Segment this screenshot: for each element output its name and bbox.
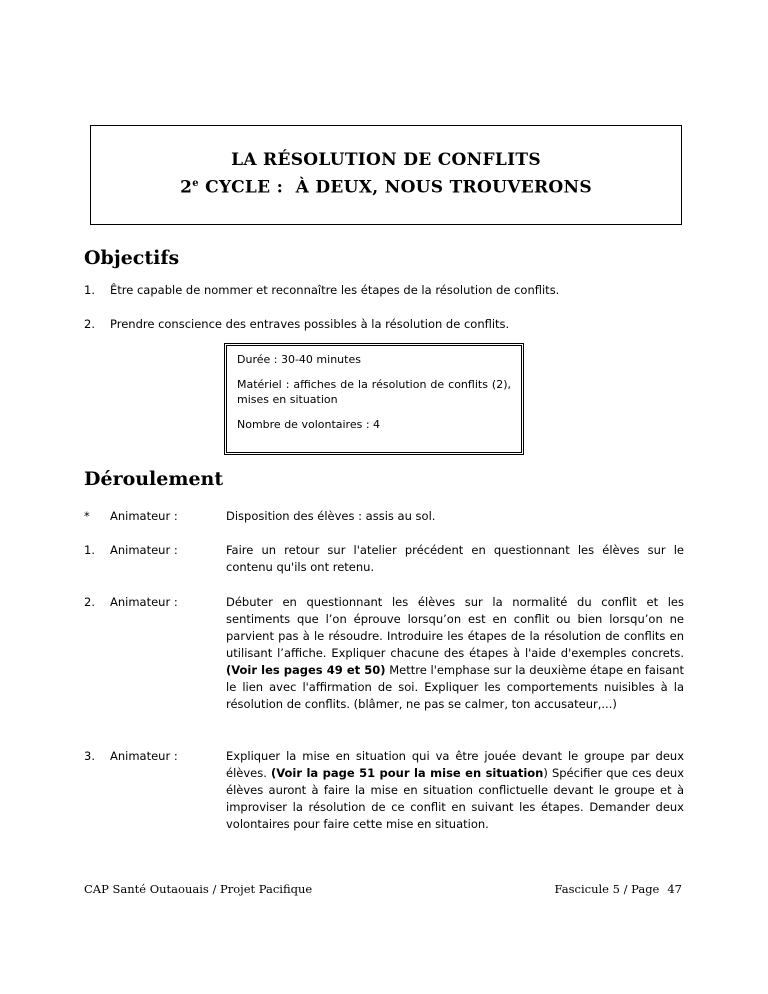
materials-text: Matériel : affiches de la résolution de conflits (2), mises en situation [237, 378, 511, 406]
step-number: 2. [84, 595, 95, 609]
step-text-part: Expliquer la mise en situation qui va être jouée devant le groupe par deux élèves. [226, 749, 684, 780]
title-box [90, 125, 682, 225]
cycle-title: CYCLE : À DEUX, NOUS TROUVERONS [198, 177, 592, 198]
objective-number: 1. [84, 283, 95, 297]
step-actor: Animateur : [110, 543, 178, 557]
objective-number: 2. [84, 317, 95, 331]
title-line-2 [91, 172, 681, 200]
cycle-superscript: e [192, 178, 199, 189]
footer-left: CAP Santé Outaouais / Projet Pacifique [84, 882, 313, 896]
title-line-1: LA RÉSOLUTION DE CONFLITS [231, 150, 541, 170]
step-text [226, 594, 684, 713]
step-actor: Animateur : [110, 749, 178, 763]
objective-item-1 [84, 283, 559, 297]
footer-right [555, 882, 682, 896]
step-actor: Animateur : [110, 595, 178, 609]
step-number: 1. [84, 543, 95, 557]
cycle-number: 2 [180, 177, 193, 198]
objectifs-heading: Objectifs [84, 247, 180, 269]
volunteers-text: Nombre de volontaires : 4 [237, 418, 381, 431]
duration-text: Durée : 30-40 minutes [237, 353, 361, 366]
objective-text: Prendre conscience des entraves possibles à la résolution de conflits. [110, 317, 510, 331]
step-number: 3. [84, 749, 95, 763]
footer-label: Fascicule 5 / Page [554, 882, 660, 896]
step-text-part: Mettre l'emphase sur la deuxième étape en faisant le lien avec l'affirmation de soi. Expliquer les comportements nuisibles à la résolution de conflits. (blâmer, ne pas se calmer, ton accusateur,...) [226, 663, 684, 711]
step-text: Faire un retour sur l'atelier précédent en questionnant les élèves sur le contenu qu'ils ont retenu. [226, 543, 684, 574]
step-text [226, 748, 684, 833]
step-text-part: ) Spécifier que ces deux élèves auront à faire la mise en situation conflictuelle devant le groupe et à improviser la résolution de ce conflit en suivant les étapes. Demander deux volontaires pour faire cette mise en situation. [226, 766, 685, 831]
objective-text: Être capable de nommer et reconnaître les étapes de la résolution de conflits. [110, 283, 560, 297]
page-reference: (Voir les pages 49 et 50) [226, 663, 386, 677]
info-box [224, 343, 524, 455]
step-text: Disposition des élèves : assis au sol. [226, 509, 436, 523]
objective-item-2 [84, 317, 509, 331]
page-reference: (Voir la page 51 pour la mise en situation [270, 766, 544, 780]
step-actor: Animateur : [110, 509, 178, 523]
step-text-part: Débuter en questionnant les élèves sur la normalité du conflit et les sentiments que l’on éprouve lorsqu’on est en conflit ou bien lorsqu’on ne parvient pas à le résoudre. Introduire les étapes de la résolution de conflits en utilisant l’affiche. Expliquer chacune des étapes à l'aide d'exemples concrets. [226, 595, 684, 660]
step-number: * [84, 509, 90, 523]
deroulement-heading: Déroulement [84, 468, 224, 490]
page-number: 47 [667, 882, 682, 896]
